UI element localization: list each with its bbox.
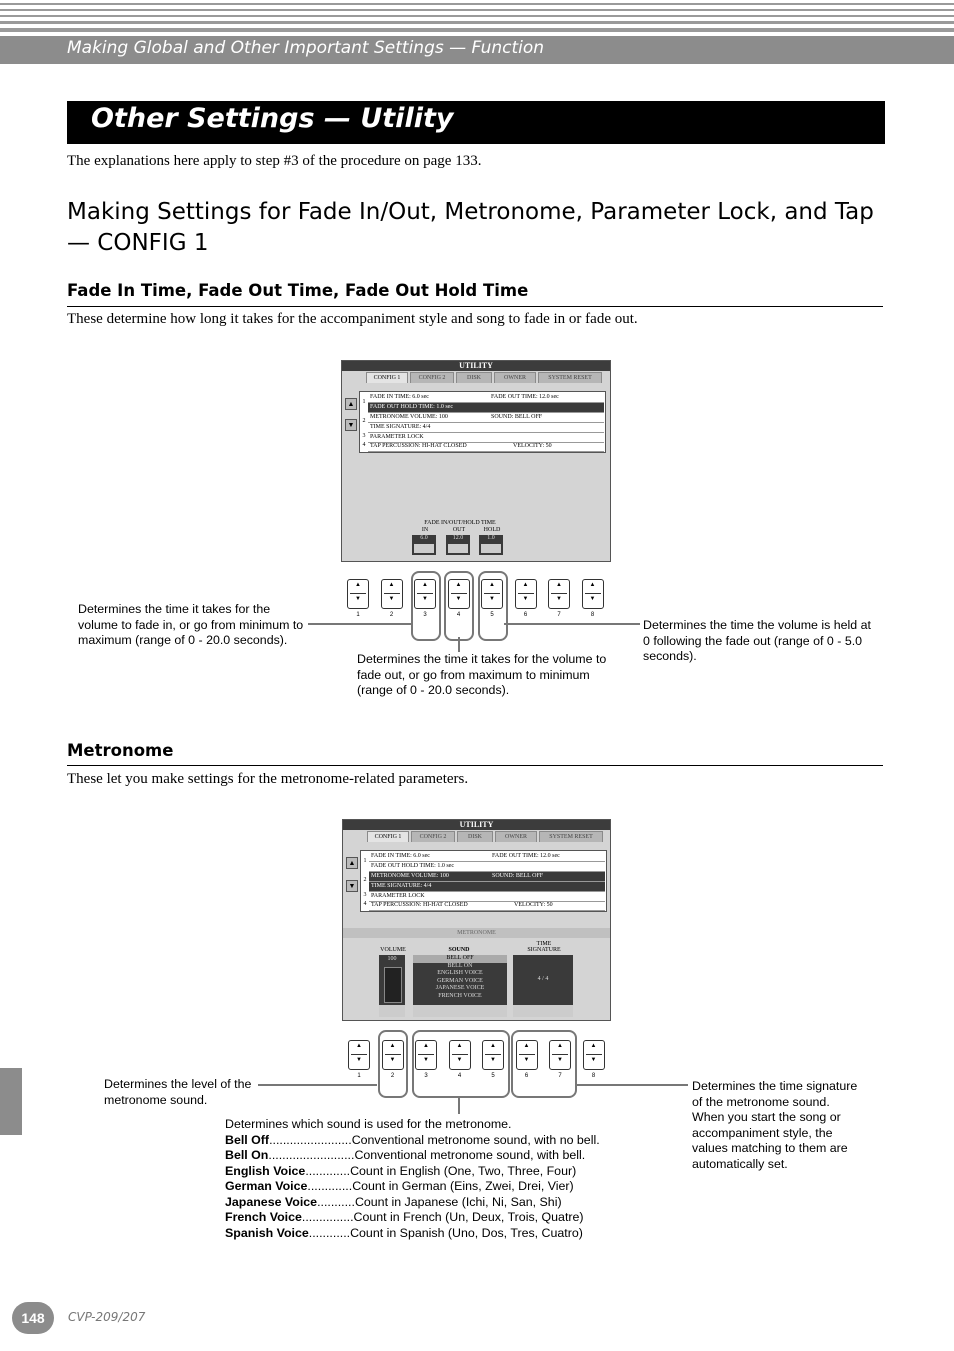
row-number: 2 <box>362 418 366 424</box>
row-left: TIME SIGNATURE: 4/4 <box>371 883 432 889</box>
up-down-icon <box>379 1005 405 1017</box>
lcd-button-1[interactable] <box>348 1040 370 1070</box>
highlight-ring <box>412 1030 510 1098</box>
row-right: VELOCITY: 50 <box>514 902 553 908</box>
fade-hold-label: HOLD <box>483 527 501 533</box>
callout-fade-hold: Determines the time the volume is held at 0 following the fade out (range of 0 - 5.0 seconds). <box>643 618 871 663</box>
fade-in-value: 6.0 <box>420 535 428 541</box>
button-number: 2 <box>390 1073 395 1079</box>
row-number: 1 <box>362 399 366 405</box>
button-divider <box>351 1054 367 1055</box>
arrow-up-icon: ▲ <box>523 1043 530 1049</box>
tab-owner[interactable]: OWNER <box>495 831 537 842</box>
row-number: 3 <box>363 892 367 898</box>
arrow-up-icon: ▲ <box>589 582 596 588</box>
scroll-up-icon[interactable]: ▲ <box>346 857 358 869</box>
row-left: FADE OUT HOLD TIME: 1.0 sec <box>370 404 453 410</box>
arrow-up-icon: ▲ <box>455 582 462 588</box>
sound-list[interactable] <box>413 955 507 1005</box>
sound-definition-row <box>225 1195 645 1211</box>
row-right: SOUND: BELL OFF <box>492 873 544 879</box>
section-header: Making Global and Other Important Settings — Function <box>67 38 545 58</box>
volume-label: VOLUME <box>380 947 406 953</box>
row-number: 2 <box>363 877 367 883</box>
arrow-down-icon: ▼ <box>422 596 428 602</box>
sound-option[interactable]: ENGLISH VOICE <box>437 970 483 976</box>
lcd-title: UTILITY <box>342 361 610 371</box>
arrow-down-icon: ▼ <box>355 596 361 602</box>
arrow-up-icon: ▲ <box>355 582 361 588</box>
fade-heading: Fade In Time, Fade Out Time, Fade Out Hold Time <box>67 281 529 300</box>
arrow-down-icon: ▼ <box>522 596 529 602</box>
button-divider <box>586 1054 602 1055</box>
fade-group-label: FADE IN/OUT/HOLD TIME <box>424 520 496 526</box>
callout-volume: Determines the level of the metronome sound. <box>104 1077 252 1107</box>
time-signature-value: 4 / 4 <box>537 976 549 982</box>
button-number: 3 <box>424 1073 428 1079</box>
arrow-down-icon: ▼ <box>489 596 495 602</box>
tab-disk[interactable]: DISK <box>456 372 492 383</box>
metronome-heading: Metronome <box>67 741 174 760</box>
button-number: 4 <box>457 1073 462 1079</box>
arrow-up-icon: ▲ <box>423 1043 429 1049</box>
arrow-down-icon: ▼ <box>589 596 596 602</box>
scroll-up-icon[interactable]: ▲ <box>345 398 357 410</box>
row-left: FADE IN TIME: 6.0 sec <box>370 394 429 400</box>
highlight-ring <box>511 1030 577 1098</box>
row-left: PARAMETER LOCK <box>371 893 425 899</box>
row-left: METRONOME VOLUME: 100 <box>371 873 449 879</box>
sound-description: Count in English (One, Two, Three, Four) <box>350 1163 577 1178</box>
arrow-down-icon: ▼ <box>356 1057 362 1063</box>
tab-config-2[interactable]: CONFIG 2 <box>410 372 454 383</box>
sound-description: Count in French (Un, Deux, Trois, Quatre) <box>353 1210 584 1224</box>
row-left: TIME SIGNATURE: 4/4 <box>370 424 431 430</box>
scroll-down-icon[interactable]: ▼ <box>346 880 358 892</box>
arrow-up-icon: ▲ <box>490 1043 496 1049</box>
row-metronome[interactable] <box>369 872 605 882</box>
lcd-title: UTILITY <box>343 820 610 830</box>
row-right: FADE OUT TIME: 12.0 sec <box>492 853 560 859</box>
arrow-up-icon: ▲ <box>388 582 395 588</box>
tab-owner[interactable]: OWNER <box>494 372 536 383</box>
arrow-down-icon: ▼ <box>490 1057 496 1063</box>
row-left: FADE OUT HOLD TIME: 1.0 sec <box>371 863 454 869</box>
button-number: 6 <box>523 612 528 618</box>
arrow-up-icon: ▲ <box>389 1043 396 1049</box>
button-number: 6 <box>524 1073 529 1079</box>
tab-config-1[interactable]: CONFIG 1 <box>367 831 409 842</box>
tab-config-1[interactable]: CONFIG 1 <box>366 372 408 383</box>
sound-description: Conventional metronome sound, with bell. <box>354 1148 586 1162</box>
sound-name: Bell On <box>225 1148 269 1162</box>
arrow-down-icon: ▼ <box>557 1057 563 1063</box>
row-time-signature[interactable] <box>369 882 605 892</box>
model-name: CVP-209/207 <box>68 1310 146 1324</box>
row-number: 1 <box>363 858 367 864</box>
tab-config-2[interactable]: CONFIG 2 <box>411 831 455 842</box>
sound-definitions <box>225 1133 645 1242</box>
arrow-down-icon: ▼ <box>590 1057 597 1063</box>
page-number: 148 <box>12 1302 54 1334</box>
divider <box>67 765 883 766</box>
arrow-up-icon: ▲ <box>356 1043 362 1049</box>
arrow-up-icon: ▲ <box>422 582 428 588</box>
sound-name: Spanish Voice <box>225 1225 309 1240</box>
arrow-down-icon: ▼ <box>455 596 462 602</box>
lcd-screen-metronome <box>342 819 611 1021</box>
sound-definition-row <box>225 1164 645 1180</box>
row-right: FADE OUT TIME: 12.0 sec <box>491 394 559 400</box>
sound-option[interactable]: GERMAN VOICE <box>437 977 483 984</box>
arrow-down-icon: ▼ <box>456 1057 463 1063</box>
callout-fade-out: Determines the time it takes for the volume to fade out, or go from maximum to minimum (range of 0 - 20.0 seconds). <box>357 652 607 697</box>
callout-time-signature: Determines the time signature of the metronome sound. When you start the song or accompaniment style, the values matching to them are automatically set. <box>692 1079 858 1171</box>
arrow-up-icon: ▲ <box>557 1043 563 1049</box>
row-left: FADE IN TIME: 6.0 sec <box>371 853 430 859</box>
arrow-up-icon: ▲ <box>590 1043 597 1049</box>
sound-description: Conventional metronome sound, with no bell. <box>351 1132 600 1147</box>
sound-definition-row <box>225 1226 645 1242</box>
sound-option[interactable]: JAPANESE VOICE <box>435 985 485 991</box>
intro-text: The explanations here apply to step #3 of the procedure on page 133. <box>67 153 482 169</box>
row-left: TAP PERCUSSION: HI-HAT CLOSED <box>370 443 467 449</box>
button-number: 1 <box>357 1073 361 1079</box>
arrow-up-icon: ▲ <box>456 1043 463 1049</box>
time-signature-box[interactable] <box>513 955 573 1005</box>
time-label-1: TIME <box>536 941 552 947</box>
sound-description: Count in German (Eins, Zwei, Drei, Vier) <box>352 1179 574 1193</box>
sound-name: Japanese Voice <box>225 1194 318 1209</box>
sound-definition-row <box>225 1179 645 1195</box>
dot-leader: ............ <box>308 1225 351 1240</box>
volume-slider[interactable] <box>379 955 405 1005</box>
fade-out-value: 12.0 <box>452 535 464 541</box>
row-left: PARAMETER LOCK <box>370 434 424 440</box>
metronome-description: These let you make settings for the metronome-related parameters. <box>67 771 469 787</box>
time-label-2: SIGNATURE <box>527 947 561 953</box>
sound-option[interactable]: FRENCH VOICE <box>438 992 482 999</box>
button-number: 8 <box>591 1073 596 1079</box>
fade-description: These determine how long it takes for the accompaniment style and song to fade in or fade out. <box>67 311 638 327</box>
dot-leader: ............. <box>305 1163 351 1178</box>
row-tap-percussion[interactable] <box>369 901 605 911</box>
button-number: 7 <box>557 612 561 618</box>
fade-out-label: OUT <box>452 527 466 533</box>
row-number: 4 <box>362 442 366 448</box>
arrow-down-icon: ▼ <box>523 1057 530 1063</box>
button-number: 5 <box>490 612 494 618</box>
sound-explanation <box>225 1117 645 1241</box>
arrow-up-icon: ▲ <box>556 582 562 588</box>
sound-label: SOUND <box>448 947 470 953</box>
row-right: SOUND: BELL OFF <box>491 414 543 420</box>
dot-leader: ........................ <box>269 1132 352 1147</box>
fade-in-label: IN <box>421 527 429 533</box>
button-number: 1 <box>356 612 360 618</box>
button-number: 4 <box>456 612 461 618</box>
scroll-down-icon[interactable]: ▼ <box>345 419 357 431</box>
sound-description: Count in Japanese (Ichi, Ni, San, Shi) <box>354 1194 562 1209</box>
highlight-ring <box>378 1030 408 1098</box>
arrow-down-icon: ▼ <box>556 596 562 602</box>
tab-system-reset[interactable]: SYSTEM RESET <box>539 831 603 842</box>
sound-option[interactable]: BELL OFF <box>413 955 507 963</box>
side-tab <box>0 1068 22 1135</box>
row-left: TAP PERCUSSION: HI-HAT CLOSED <box>371 902 468 908</box>
sound-definition-row <box>225 1210 645 1226</box>
row-number: 4 <box>363 901 367 907</box>
dot-leader: ............... <box>301 1210 354 1224</box>
button-number: 7 <box>558 1073 562 1079</box>
sound-definition-row <box>225 1148 645 1164</box>
metronome-group-label: METRONOME <box>343 928 610 938</box>
arrow-down-icon: ▼ <box>388 596 395 602</box>
arrow-down-icon: ▼ <box>423 1057 429 1063</box>
button-number: 3 <box>423 612 427 618</box>
volume-value: 100 <box>387 956 397 962</box>
page-title: Other Settings — Utility <box>91 103 454 134</box>
row-right: VELOCITY: 50 <box>513 443 552 449</box>
up-down-icon <box>413 1005 507 1017</box>
row-number: 3 <box>362 433 366 439</box>
main-heading: Making Settings for Fade In/Out, Metronome, Parameter Lock, and Tap — CONFIG 1 <box>67 199 874 256</box>
row-left: METRONOME VOLUME: 100 <box>370 414 448 420</box>
arrow-up-icon: ▲ <box>489 582 495 588</box>
row-fade-hold[interactable] <box>369 862 605 872</box>
button-number: 8 <box>590 612 595 618</box>
arrow-down-icon: ▼ <box>389 1057 396 1063</box>
callout-sound: Determines which sound is used for the metronome. <box>225 1117 512 1131</box>
fade-hold-value: 1.0 <box>487 535 495 541</box>
button-number: 5 <box>491 1073 495 1079</box>
parameter-list <box>360 850 607 912</box>
callout-fade-in: Determines the time it takes for the volume to fade in, or go from minimum to maximum (range of 0 - 20.0 seconds). <box>78 602 304 647</box>
dot-leader: ......................... <box>268 1148 355 1162</box>
sound-option[interactable]: BELL ON <box>447 962 473 969</box>
dot-leader: ........... <box>317 1194 355 1209</box>
sound-definition-row <box>225 1133 645 1149</box>
button-number: 2 <box>389 612 394 618</box>
sound-description: Count in Spanish (Uno, Dos, Tres, Cuatro) <box>350 1225 583 1240</box>
sound-name: German Voice <box>225 1179 308 1193</box>
slider-track <box>384 967 402 1003</box>
sound-name: English Voice <box>225 1163 306 1178</box>
dot-leader: ............. <box>307 1179 353 1193</box>
row-fade-in[interactable] <box>369 852 605 862</box>
up-down-icon <box>513 1005 573 1017</box>
tab-disk[interactable]: DISK <box>457 831 493 842</box>
sound-name: French Voice <box>225 1210 302 1224</box>
sound-name: Bell Off <box>225 1132 270 1147</box>
tab-system-reset[interactable]: SYSTEM RESET <box>538 372 602 383</box>
lcd-button-8[interactable] <box>583 1040 605 1070</box>
arrow-up-icon: ▲ <box>522 582 529 588</box>
